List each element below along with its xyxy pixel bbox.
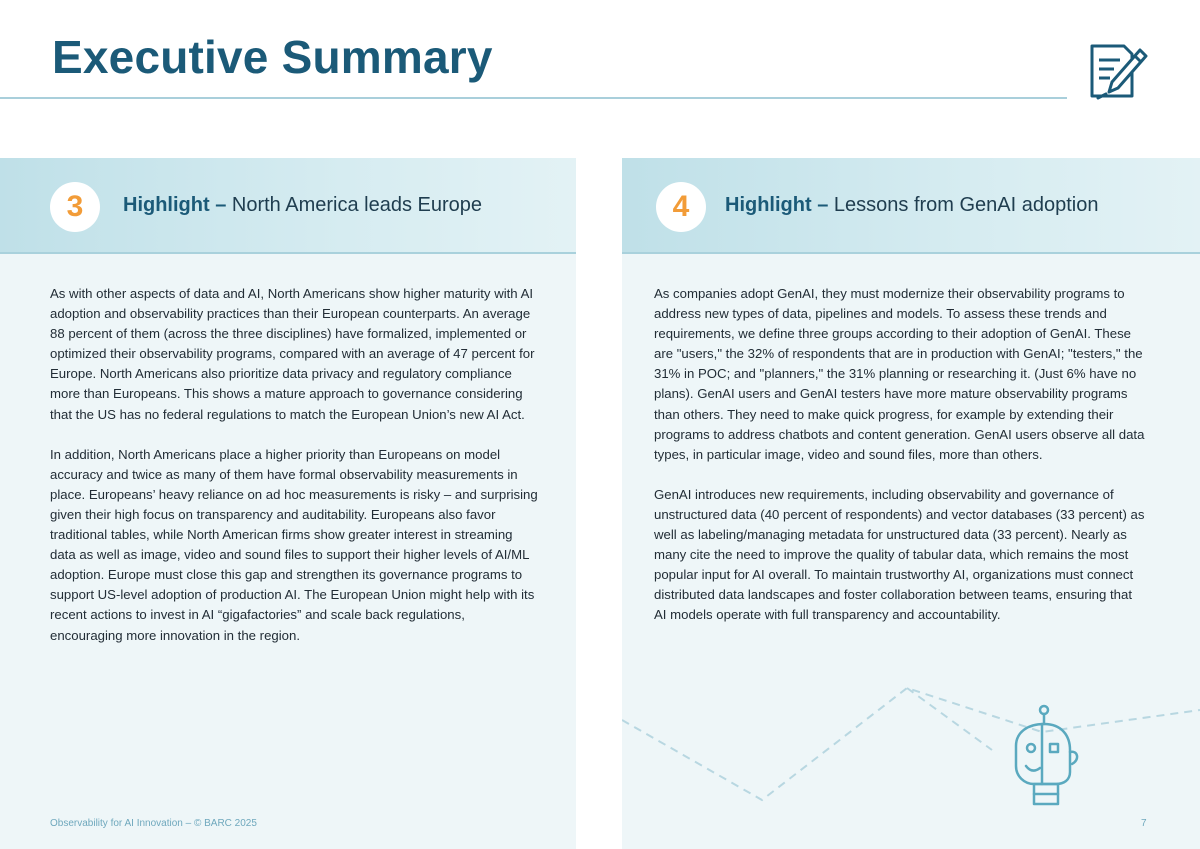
highlight-title: North America leads Europe (231, 194, 483, 216)
document-pen-icon (1084, 40, 1150, 102)
page-number: 7 (1141, 818, 1147, 829)
panel-heading (725, 194, 1099, 217)
highlight-label: Highlight – (123, 194, 227, 216)
panel-body (50, 284, 538, 666)
paragraph: GenAI introduces new requirements, including observability and governance of unstructured data (40 percent of respondents) and vector databases (33 percent) as well as labeling/managing metadata for unstructured data (33 percent). Nearly as many cite the need to improve the quality of tabular data, which remains the most popular input for AI overall. To maintain trustworthy AI, organizations must connect distributed data landscapes and foster collaboration between teams, ensuring that AI models operate with full transparency and accountability. (654, 486, 1145, 623)
highlight-label: Highlight – (725, 194, 829, 216)
panel-header (0, 158, 576, 254)
paragraph: In addition, North Americans place a higher priority than Europeans on model accuracy and twice as many of them have formal observability measurements in place. Europeans’ heavy reliance on ad hoc measurements is risky – and surprising given their high focus on transparency and auditability. Europeans also favor traditional tables, while North American firms show greater interest in streaming data as well as image, video and sound files to support their higher levels of AI/ML adoption. Europe must close this gap and strengthen its governance programs to support US-level adoption of production AI. The European Union might help with its recent actions to invest in AI “gigafactories” and scale back regulations, encouraging more innovation in the region. (50, 446, 538, 643)
panel-heading (123, 194, 482, 217)
robot-face-icon (622, 680, 1200, 840)
highlight-panel-north-america (0, 158, 576, 849)
highlight-number-badge: 3 (50, 182, 100, 232)
panel-body (654, 284, 1146, 646)
panel-header (622, 158, 1200, 254)
highlight-number-badge: 4 (656, 182, 706, 232)
title-divider (0, 97, 1067, 99)
paragraph: As companies adopt GenAI, they must modernize their observability programs to address new types of data, pipelines and models. To assess these trends and requirements, we define three groups according to their adoption of GenAI. These are "users," the 32% of respondents that are in production with GenAI; "testers," the 31% in POC; and "planners," the 31% planning or researching it. (Just 6% have no plans). GenAI users and GenAI testers have more mature observability programs than others. They need to make quick progress, for example by extending their programs to address chatbots and content generation. GenAI users observe all data types, in particular image, video and sound files, more than others. (654, 286, 1145, 462)
page-title: Executive Summary (52, 31, 493, 83)
highlight-title: Lessons from GenAI adoption (833, 194, 1099, 216)
footer-copyright: Observability for AI Innovation – © BARC 2025 (50, 818, 257, 829)
paragraph: As with other aspects of data and AI, North Americans show higher maturity with AI adoption and observability practices than their European counterparts. An average 88 percent of them (across the three disciplines) have formalized, implemented or optimized their observability programs, compared with an average of 47 percent for Europe. North Americans also prioritize data privacy and regulatory compliance more than Europeans. This shows a mature approach to governance considering that the US has no federal regulations to match the European Union’s new AI Act. (50, 286, 535, 422)
